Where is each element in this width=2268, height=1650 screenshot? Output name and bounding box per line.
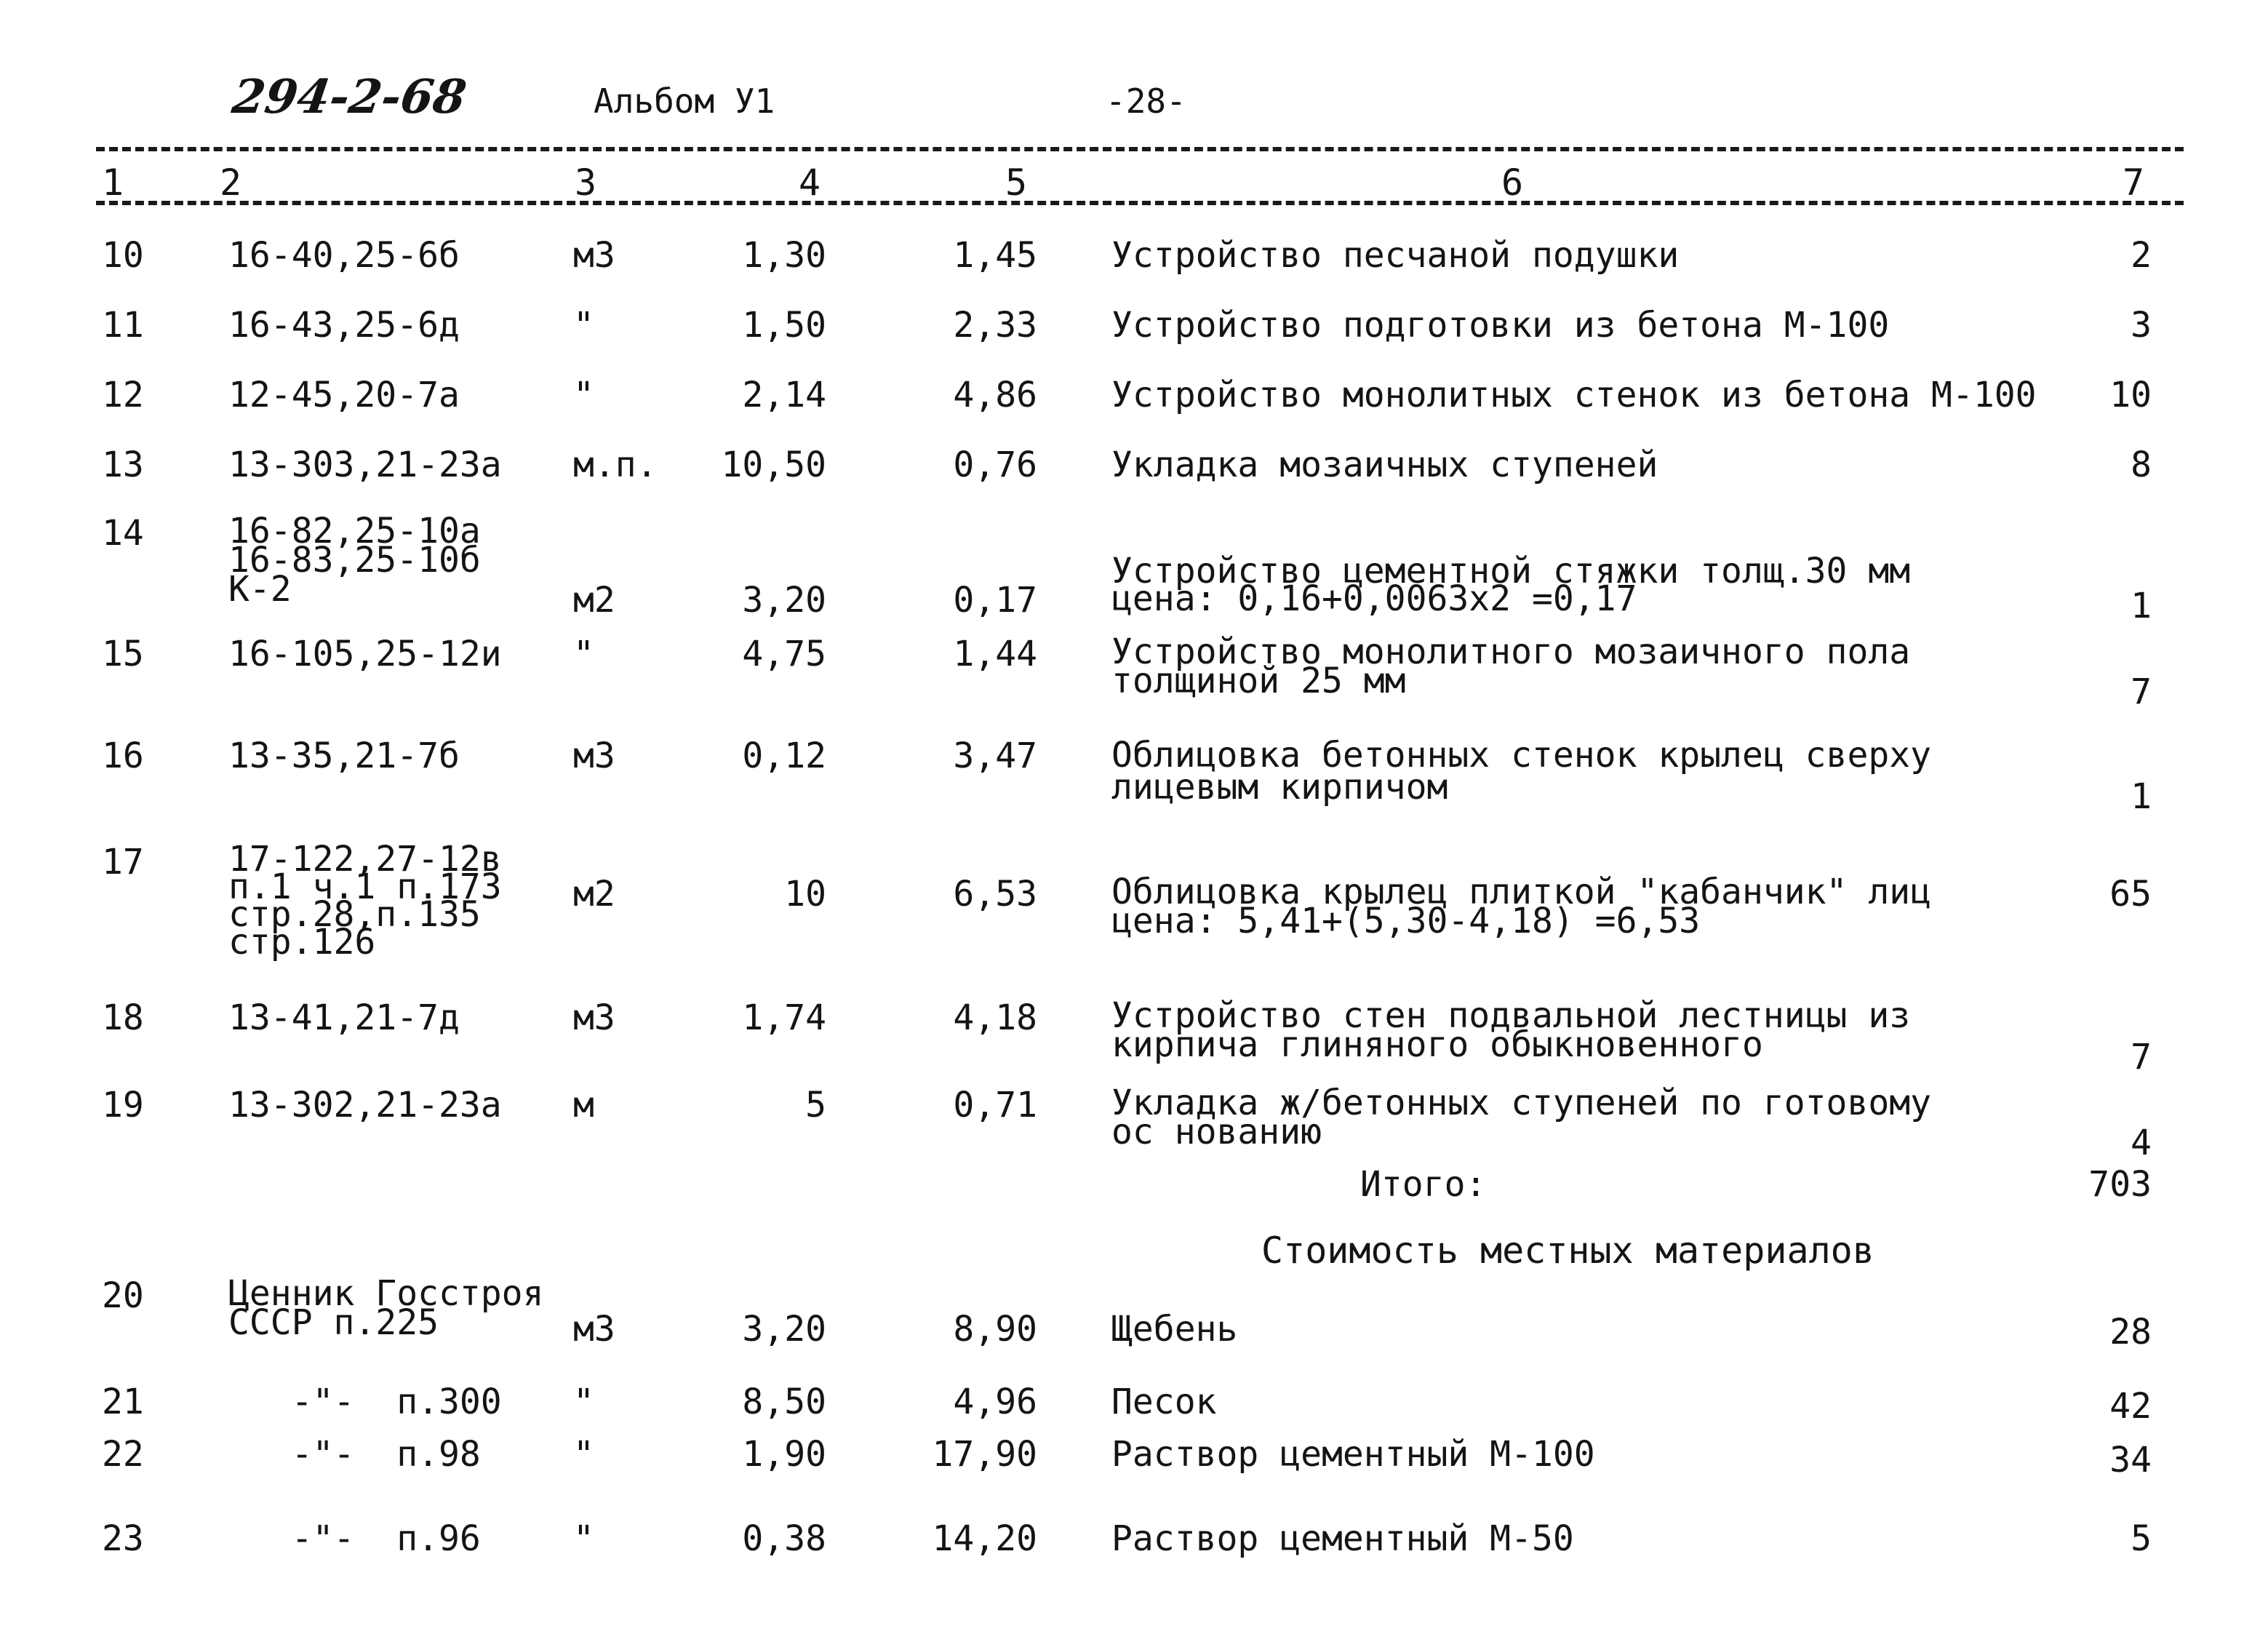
unit: м (573, 1085, 594, 1125)
description: Облицовка крылец плиткой "кабанчик" лиц цена: 5,41+(5,30-4,18) =6,53 (1111, 872, 1932, 941)
quantity: 8,50 (742, 1382, 826, 1422)
row-total: 5 (2131, 1518, 2152, 1559)
header-divider-bottom (96, 201, 2184, 205)
quantity: 0,38 (742, 1518, 826, 1559)
description: Устройство цементной стяжки толщ.30 мм цена: 0,16+0,0063х2 =0,17 (1111, 551, 1911, 619)
column-number-5: 5 (1005, 162, 1028, 204)
rate-code: 16-43,25-6д (228, 305, 460, 346)
description: Раствор цементный М-50 (1111, 1518, 1574, 1559)
rate-code: -"- п.96 (228, 1518, 481, 1559)
unit-price: 4,96 (953, 1382, 1037, 1422)
unit: " (573, 1518, 594, 1559)
column-number-2: 2 (220, 162, 242, 204)
row-total: 34 (2109, 1440, 2152, 1480)
quantity: 4,75 (742, 634, 826, 674)
unit-price: 6,53 (953, 874, 1037, 914)
quantity: 1,50 (742, 305, 826, 346)
unit-price: 0,17 (953, 580, 1037, 621)
row-total: 28 (2109, 1312, 2152, 1352)
unit: м3 (573, 235, 615, 276)
unit-price: 8,90 (953, 1309, 1037, 1350)
row-total: 65 (2109, 874, 2152, 914)
unit: " (573, 634, 594, 674)
quantity: 10,50 (721, 445, 826, 485)
total-value: 703 (2088, 1164, 2152, 1205)
unit: м2 (573, 580, 615, 621)
rate-code: 17-122,27-12в п.1 ч.1 п.173 стр.28,п.135 стр.126 (228, 839, 502, 962)
description: Устройство монолитных стенок из бетона М-100 (1111, 375, 2037, 415)
unit-price: 1,45 (953, 235, 1037, 276)
row-total: 7 (2131, 671, 2152, 712)
header-divider-top (96, 147, 2184, 151)
quantity: 1,74 (742, 997, 826, 1038)
unit-price: 3,47 (953, 736, 1037, 776)
unit: м2 (573, 874, 615, 914)
unit-price: 4,86 (953, 375, 1037, 415)
quantity: 1,30 (742, 235, 826, 276)
total-label: Итого: (1360, 1164, 1487, 1205)
document-code: 294-2-68 (228, 70, 470, 124)
row-number: 13 (102, 445, 144, 485)
description: Устройство подготовки из бетона М-100 (1111, 305, 1890, 346)
column-number-6: 6 (1501, 162, 1524, 204)
row-number: 11 (102, 305, 144, 346)
row-number: 20 (102, 1275, 144, 1316)
row-number: 22 (102, 1434, 144, 1475)
row-total: 4 (2131, 1123, 2152, 1163)
rate-code: 12-45,20-7а (228, 375, 460, 415)
description: Устройство песчаной подушки (1111, 235, 1680, 276)
row-number: 15 (102, 634, 144, 674)
row-total: 2 (2131, 235, 2152, 276)
unit: " (573, 1434, 594, 1475)
row-number: 23 (102, 1518, 144, 1559)
quantity: 10 (784, 874, 826, 914)
quantity: 0,12 (742, 736, 826, 776)
rate-code: 13-302,21-23а (228, 1085, 502, 1125)
album-label: Альбом У1 (594, 81, 775, 121)
rate-code: 16-82,25-10а 16-83,25-10б К-2 (228, 511, 481, 610)
unit-price: 4,18 (953, 997, 1037, 1038)
rate-code: 16-40,25-6б (228, 235, 460, 276)
rate-code: 13-41,21-7д (228, 997, 460, 1038)
row-number: 12 (102, 375, 144, 415)
column-number-3: 3 (575, 162, 597, 204)
rate-code: 13-303,21-23а (228, 445, 502, 485)
description: Раствор цементный М-100 (1111, 1434, 1595, 1475)
column-number-1: 1 (102, 162, 124, 204)
unit: " (573, 305, 594, 346)
row-total: 42 (2109, 1386, 2152, 1427)
row-number: 17 (102, 842, 144, 882)
description: Щебень (1111, 1309, 1238, 1350)
row-total: 3 (2131, 305, 2152, 346)
unit: м.п. (573, 445, 658, 485)
row-total: 7 (2131, 1037, 2152, 1077)
row-number: 16 (102, 736, 144, 776)
rate-code: 16-105,25-12и (228, 634, 502, 674)
unit: м3 (573, 736, 615, 776)
unit-price: 0,76 (953, 445, 1037, 485)
rate-code: 13-35,21-7б (228, 736, 460, 776)
page-number: -28- (1106, 81, 1186, 121)
rate-code: -"- п.98 (228, 1434, 481, 1475)
description: Песок (1111, 1382, 1217, 1422)
unit: " (573, 375, 594, 415)
row-total: 1 (2131, 586, 2152, 626)
quantity: 1,90 (742, 1434, 826, 1475)
row-number: 18 (102, 997, 144, 1038)
unit-price: 17,90 (932, 1434, 1037, 1475)
unit: " (573, 1382, 594, 1422)
rate-code: -"- п.300 (228, 1382, 502, 1422)
unit-price: 2,33 (953, 305, 1037, 346)
unit-price: 1,44 (953, 634, 1037, 674)
unit-price: 14,20 (932, 1518, 1037, 1559)
row-number: 14 (102, 513, 144, 554)
description: Устройство монолитного мозаичного пола толщиной 25 мм (1111, 631, 1911, 701)
row-number: 21 (102, 1382, 144, 1422)
description: Укладка мозаичных ступеней (1111, 445, 1658, 485)
quantity: 3,20 (742, 580, 826, 621)
row-number: 10 (102, 235, 144, 276)
row-total: 10 (2109, 375, 2152, 415)
quantity: 5 (805, 1085, 826, 1125)
description: Укладка ж/бетонных ступеней по готовому ос нованию (1111, 1083, 1932, 1152)
unit: м3 (573, 997, 615, 1038)
row-total: 1 (2131, 776, 2152, 817)
row-total: 8 (2131, 445, 2152, 485)
row-number: 19 (102, 1085, 144, 1125)
rate-code: Ценник Госстроя СССР п.225 (228, 1273, 544, 1343)
unit-price: 0,71 (953, 1085, 1037, 1125)
column-number-7: 7 (2123, 162, 2145, 204)
description: Облицовка бетонных стенок крылец сверху лицевым кирпичом (1111, 735, 1932, 808)
section-title: Стоимость местных материалов (1261, 1229, 1874, 1272)
column-number-4: 4 (799, 162, 821, 204)
quantity: 2,14 (742, 375, 826, 415)
description: Устройство стен подвальной лестницы из кирпича глиняного обыкновенного (1111, 995, 1911, 1065)
quantity: 3,20 (742, 1309, 826, 1350)
unit: м3 (573, 1309, 615, 1350)
